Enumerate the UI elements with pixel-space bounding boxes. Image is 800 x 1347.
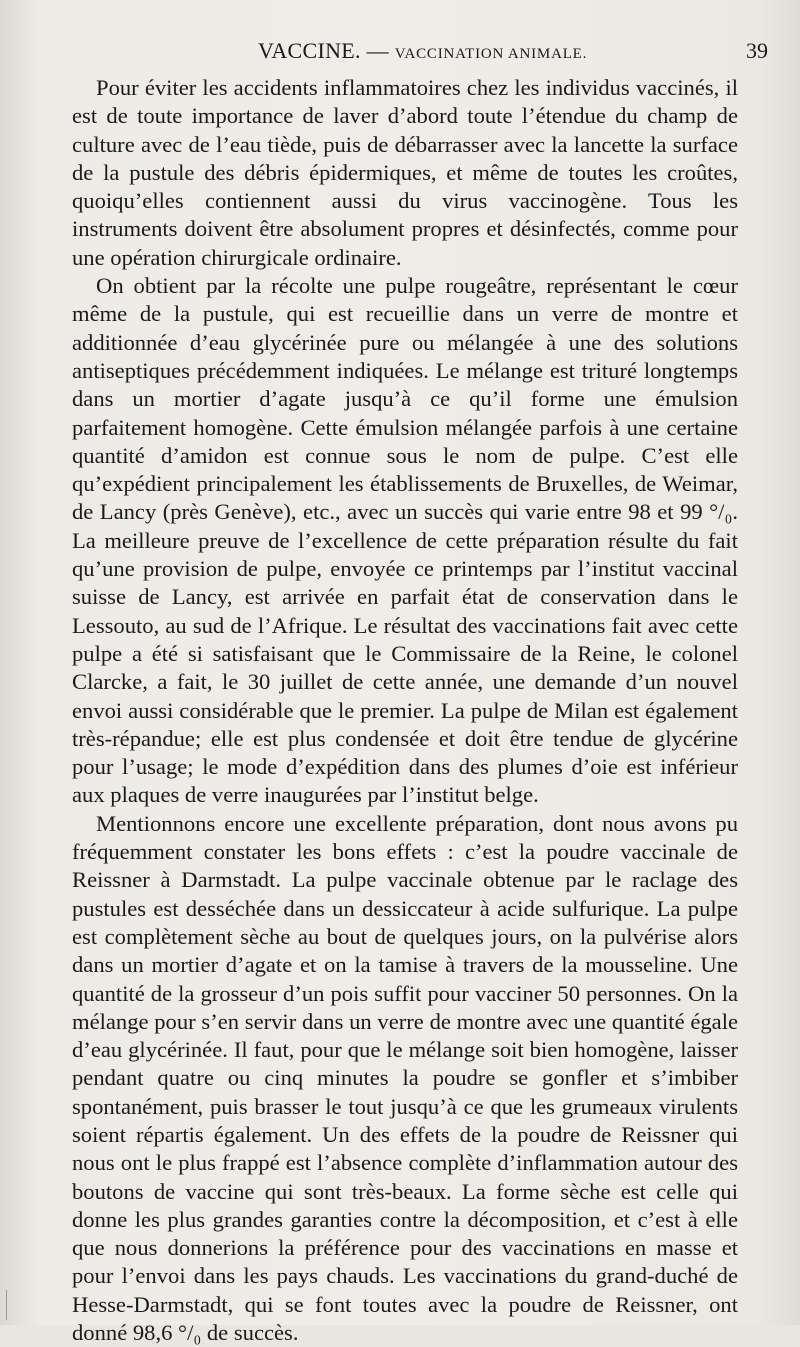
page-header: [0, 38, 800, 72]
page-number: 39: [746, 38, 768, 63]
paragraph: Mentionnons encore une excellente préparation, dont nous avons pu fréquemment constater les bons effets : c’est la poudre vaccinale de Reissner à Darmstadt. La pulpe vaccinale obtenue par le raclage des pustules est desséchée dans un dessiccateur à acide sulfurique. La pulpe est complètement sèche au bout de quelques jours, on la pulvérise alors dans un mortier d’agate et on la tamise à travers de la mousseline. Une quantité de la grosseur d’un pois suffit pour vacciner 50 personnes. On la mélange pour s’en servir dans un verre de montre avec une quantité égale d’eau glycérinée. Il faut, pour que le mélange soit bien homogène, laisser pendant quatre ou cinq minutes la poudre se gonfler et s’imbiber spontanément, puis brasser le tout jusqu’à ce que les grumeaux virulents soient répartis également. Un des effets de la poudre de Reissner qui nous ont le plus frappé est l’absence complète d’inflammation autour des boutons de vaccine qui sont très-beaux. La forme sèche est celle qui donne les plus grandes garanties contre la décomposition, et c’est à elle que nous donnerions la préférence pour des vaccinations en masse et pour l’envoi dans les pays chauds. Les vaccinations du grand-duché de Hesse-Darmstadt, qui se font toutes avec la poudre de Reissner, ont donné 98,6 °/₀ de succès.: [72, 810, 738, 1346]
running-head-dash: —: [366, 38, 389, 63]
body-text: [72, 74, 738, 1347]
running-head-title: VACCINE.: [258, 38, 361, 63]
running-head: [258, 38, 587, 64]
paragraph: On obtient par la récolte une pulpe rougeâtre, représentant le cœur même de la pustule, qui est recueillie dans un verre de montre et additionnée d’eau glycérinée pure ou mélangée à une des solutions antiseptiques précédemment indiquées. Le mélange est trituré longtemps dans un mortier d’agate jusqu’à ce qu’il forme une émulsion parfaitement homogène. Cette émulsion mélangée parfois à une certaine quantité d’amidon est connue sous le nom de pulpe. C’est elle qu’expédient principalement les établissements de Bruxelles, de Weimar, de Lancy (près Genève), etc., avec un succès qui varie entre 98 et 99 °/₀. La meilleure preuve de l’excellence de cette préparation résulte du fait qu’une provision de pulpe, envoyée ce printemps par l’institut vaccinal suisse de Lancy, est arrivée en parfait état de conservation dans le Lessouto, au sud de l’Afrique. Le résultat des vaccinations fait avec cette pulpe a été si satisfaisant que le Commissaire de la Reine, le colonel Clarcke, a fait, le 30 juillet de cette année, une demande d’un nouvel envoi aussi considérable que le premier. La pulpe de Milan est également très-répandue; elle est plus condensée et doit être tendue de glycérine pour l’usage; le mode d’expédition dans des plumes d’oie est inférieur aux plaques de verre inaugurées par l’institut belge.: [72, 273, 738, 808]
running-head-subtitle: VACCINATION ANIMALE.: [394, 46, 588, 62]
gutter-mark: [6, 1290, 7, 1320]
paragraph: Pour éviter les accidents inflammatoires chez les individus vaccinés, il est de toute importance de laver d’abord toute l’étendue du champ de culture avec de l’eau tiède, puis de débarrasser avec la lancette la surface de la pustule des débris épidermiques, et même de toutes les croûtes, quoiqu’elles contiennent aussi du virus vaccinogène. Tous les instruments doivent être absolument propres et désinfectés, comme pour une opération chirurgicale ordinaire.: [72, 75, 738, 270]
